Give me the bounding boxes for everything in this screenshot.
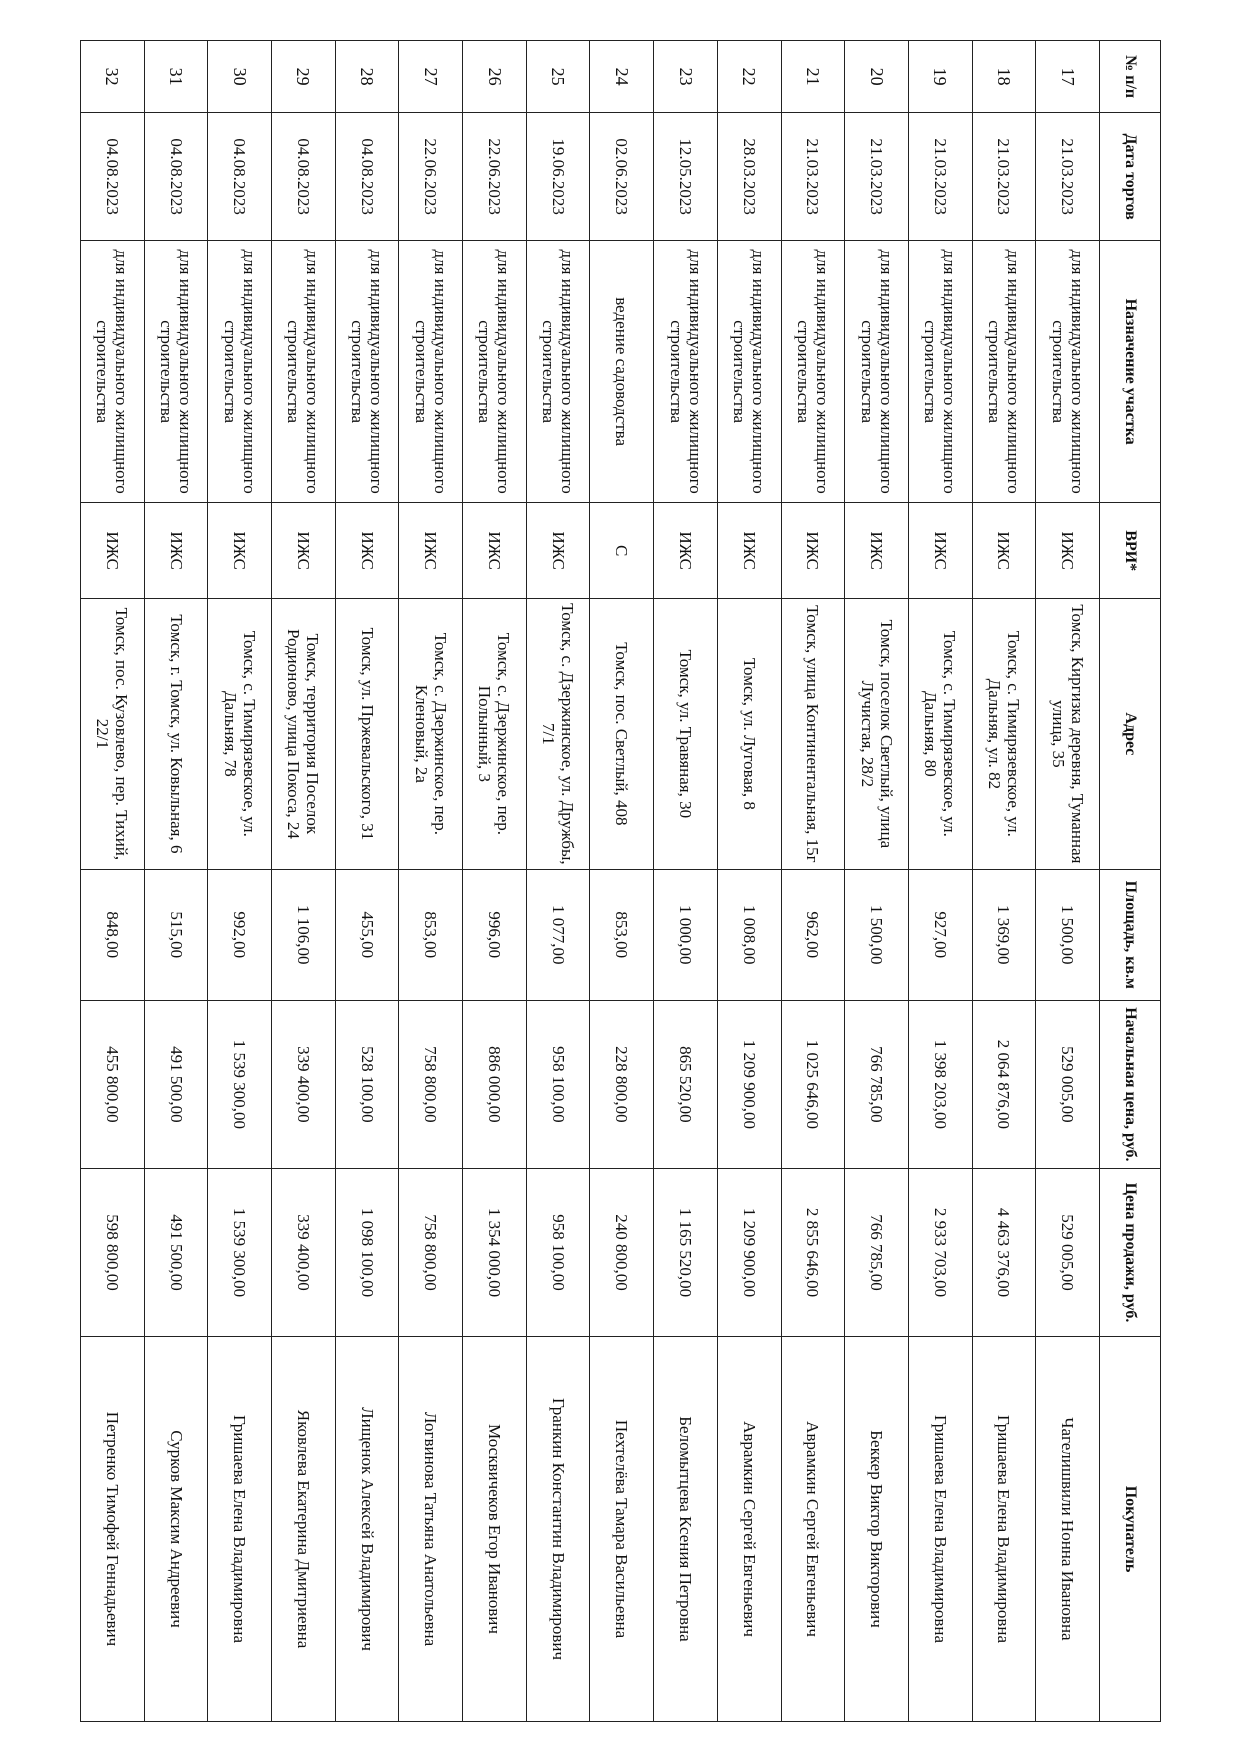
- plot-area: 1 500,00: [1036, 869, 1100, 1000]
- plot-purpose: для индивидуального жилищного строительства: [845, 241, 909, 503]
- table-row: [908, 41, 972, 1722]
- plot-area: 848,00: [81, 869, 145, 1000]
- table-row: [399, 41, 463, 1722]
- sale-price: 1 354 000,00: [463, 1168, 527, 1336]
- plot-address: Томск, с. Дзержинское, ул. Дружбы, 7/1: [526, 599, 590, 870]
- plot-area: 996,00: [463, 869, 527, 1000]
- plot-purpose: для индивидуального жилищного строительства: [526, 241, 590, 503]
- plot-area: 1 008,00: [717, 869, 781, 1000]
- vri-code: ИЖС: [335, 503, 399, 599]
- row-number: 26: [463, 41, 527, 113]
- plot-purpose: для индивидуального жилищного строительства: [1036, 241, 1100, 503]
- plot-address: Томск, Киргизка деревня, Туманная улица, 35: [1036, 599, 1100, 870]
- start-price: 455 800,00: [81, 1000, 145, 1168]
- plot-area: 853,00: [399, 869, 463, 1000]
- plot-area: 1 369,00: [972, 869, 1036, 1000]
- sale-price: 2 933 703,00: [908, 1168, 972, 1336]
- table-row: [81, 41, 145, 1722]
- buyer-name: Гришаева Елена Владимировна: [908, 1337, 972, 1722]
- buyer-name: Аврамкин Сергей Евгеньевич: [717, 1337, 781, 1722]
- table-row: [144, 41, 208, 1722]
- table-header-row: [1100, 41, 1161, 1722]
- buyer-name: Беккер Виктор Викторович: [845, 1337, 909, 1722]
- vri-code: ИЖС: [717, 503, 781, 599]
- table-row: [590, 41, 654, 1722]
- header-num: № п/п: [1100, 41, 1161, 113]
- row-number: 21: [781, 41, 845, 113]
- plot-area: 927,00: [908, 869, 972, 1000]
- plot-area: 1 000,00: [654, 869, 718, 1000]
- plot-area: 962,00: [781, 869, 845, 1000]
- start-price: 529 005,00: [1036, 1000, 1100, 1168]
- plot-address: Томск, с. Тимирязевское, ул. Дальняя, 78: [208, 599, 272, 870]
- table-body: [81, 41, 1100, 1722]
- plot-purpose: для индивидуального жилищного строительства: [399, 241, 463, 503]
- plot-address: Томск, территория Поселок Родионово, улица Покоса, 24: [272, 599, 336, 870]
- sale-price: 1 098 100,00: [335, 1168, 399, 1336]
- sale-price: 529 005,00: [1036, 1168, 1100, 1336]
- table-row: [463, 41, 527, 1722]
- row-number: 24: [590, 41, 654, 113]
- plot-address: Томск, с. Дзержинское, пер. Полынный, 3: [463, 599, 527, 870]
- start-price: 958 100,00: [526, 1000, 590, 1168]
- plot-address: Томск, пос. Светлый, 408: [590, 599, 654, 870]
- start-price: 228 800,00: [590, 1000, 654, 1168]
- vri-code: ИЖС: [781, 503, 845, 599]
- buyer-name: Гранкин Константин Владимирович: [526, 1337, 590, 1722]
- table-row: [717, 41, 781, 1722]
- row-number: 28: [335, 41, 399, 113]
- plot-area: 1 106,00: [272, 869, 336, 1000]
- plot-address: Томск, улица Континентальная, 15г: [781, 599, 845, 870]
- auction-date: 21.03.2023: [845, 113, 909, 241]
- auction-date: 22.06.2023: [399, 113, 463, 241]
- auction-date: 21.03.2023: [972, 113, 1036, 241]
- vri-code: ИЖС: [526, 503, 590, 599]
- auction-date: 04.08.2023: [81, 113, 145, 241]
- vri-code: ИЖС: [1036, 503, 1100, 599]
- plot-purpose: для индивидуального жилищного строительства: [972, 241, 1036, 503]
- header-purpose: Назначение участка: [1100, 241, 1161, 503]
- buyer-name: Беломытцева Ксения Петровна: [654, 1337, 718, 1722]
- buyer-name: Гришаева Елена Владимировна: [972, 1337, 1036, 1722]
- vri-code: ИЖС: [81, 503, 145, 599]
- vri-code: ИЖС: [972, 503, 1036, 599]
- table-row: [526, 41, 590, 1722]
- plot-area: 515,00: [144, 869, 208, 1000]
- row-number: 23: [654, 41, 718, 113]
- table-row: [845, 41, 909, 1722]
- vri-code: ИЖС: [208, 503, 272, 599]
- plot-purpose: ведение садоводства: [590, 241, 654, 503]
- plot-area: 992,00: [208, 869, 272, 1000]
- vri-code: ИЖС: [272, 503, 336, 599]
- sale-price: 240 800,00: [590, 1168, 654, 1336]
- plot-address: Томск, с. Тимирязевское, ул. Дальняя, ул. 82: [972, 599, 1036, 870]
- header-date: Дата торгов: [1100, 113, 1161, 241]
- header-sale-price: Цена продажи, руб.: [1100, 1168, 1161, 1336]
- plot-address: Томск, с. Дзержинское, пер. Кленовый, 2а: [399, 599, 463, 870]
- vri-code: ИЖС: [144, 503, 208, 599]
- buyer-name: Чагелишвили Нонна Ивановна: [1036, 1337, 1100, 1722]
- sale-price: 2 855 646,00: [781, 1168, 845, 1336]
- auction-date: 04.08.2023: [272, 113, 336, 241]
- start-price: 766 785,00: [845, 1000, 909, 1168]
- plot-purpose: для индивидуального жилищного строительства: [272, 241, 336, 503]
- sale-price: 339 400,00: [272, 1168, 336, 1336]
- buyer-name: Аврамкин Сергей Евгеньевич: [781, 1337, 845, 1722]
- auction-date: 04.08.2023: [144, 113, 208, 241]
- plot-purpose: для индивидуального жилищного строительства: [335, 241, 399, 503]
- row-number: 17: [1036, 41, 1100, 113]
- start-price: 528 100,00: [335, 1000, 399, 1168]
- buyer-name: Сурков Максим Андреевич: [144, 1337, 208, 1722]
- plot-address: Томск, поселок Светлый, улица Лучистая, 28/2: [845, 599, 909, 870]
- auction-date: 21.03.2023: [1036, 113, 1100, 241]
- table-row: [654, 41, 718, 1722]
- vri-code: ИЖС: [654, 503, 718, 599]
- auction-date: 21.03.2023: [781, 113, 845, 241]
- row-number: 30: [208, 41, 272, 113]
- auction-date: 28.03.2023: [717, 113, 781, 241]
- auction-date: 21.03.2023: [908, 113, 972, 241]
- sale-price: 1 539 300,00: [208, 1168, 272, 1336]
- auction-date: 02.06.2023: [590, 113, 654, 241]
- plot-address: Томск, с. Тимирязевское, ул. Дальняя, 80: [908, 599, 972, 870]
- vri-code: С: [590, 503, 654, 599]
- sale-price: 758 800,00: [399, 1168, 463, 1336]
- vri-code: ИЖС: [845, 503, 909, 599]
- vri-code: ИЖС: [463, 503, 527, 599]
- header-area: Площадь, кв.м: [1100, 869, 1161, 1000]
- buyer-name: Лищенок Алексей Владимирович: [335, 1337, 399, 1722]
- header-address: Адрес: [1100, 599, 1161, 870]
- table-row: [272, 41, 336, 1722]
- sale-price: 1 165 520,00: [654, 1168, 718, 1336]
- buyer-name: Гришаева Елена Владимировна: [208, 1337, 272, 1722]
- plot-area: 455,00: [335, 869, 399, 1000]
- plot-address: Томск, ул. Луговая, 8: [717, 599, 781, 870]
- sale-price: 4 463 376,00: [972, 1168, 1036, 1336]
- buyer-name: Яковлева Екатерина Дмитриевна: [272, 1337, 336, 1722]
- auction-date: 12.05.2023: [654, 113, 718, 241]
- table-row: [972, 41, 1036, 1722]
- buyer-name: Логвинова Татьяна Анатольевна: [399, 1337, 463, 1722]
- start-price: 1 025 646,00: [781, 1000, 845, 1168]
- plot-address: Томск, ул. Пржевальского, 31: [335, 599, 399, 870]
- sale-price: 598 800,00: [81, 1168, 145, 1336]
- plot-purpose: для индивидуального жилищного строительства: [781, 241, 845, 503]
- plot-address: Томск, г. Томск, ул. Ковыльная, 6: [144, 599, 208, 870]
- buyer-name: Москвичеков Егор Иванович: [463, 1337, 527, 1722]
- row-number: 27: [399, 41, 463, 113]
- row-number: 20: [845, 41, 909, 113]
- start-price: 339 400,00: [272, 1000, 336, 1168]
- table-row: [335, 41, 399, 1722]
- vri-code: ИЖС: [908, 503, 972, 599]
- auction-date: 19.06.2023: [526, 113, 590, 241]
- auction-date: 04.08.2023: [208, 113, 272, 241]
- start-price: 886 000,00: [463, 1000, 527, 1168]
- sale-price: 491 500,00: [144, 1168, 208, 1336]
- start-price: 758 800,00: [399, 1000, 463, 1168]
- header-vri: ВРИ*: [1100, 503, 1161, 599]
- start-price: 865 520,00: [654, 1000, 718, 1168]
- sale-price: 958 100,00: [526, 1168, 590, 1336]
- table-row: [1036, 41, 1100, 1722]
- row-number: 32: [81, 41, 145, 113]
- plot-purpose: для индивидуального жилищного строительства: [81, 241, 145, 503]
- plot-purpose: для индивидуального жилищного строительства: [144, 241, 208, 503]
- land-sales-table: [80, 40, 1161, 1722]
- row-number: 18: [972, 41, 1036, 113]
- row-number: 29: [272, 41, 336, 113]
- plot-purpose: для индивидуального жилищного строительства: [654, 241, 718, 503]
- sale-price: 1 209 900,00: [717, 1168, 781, 1336]
- start-price: 1 209 900,00: [717, 1000, 781, 1168]
- buyer-name: Пехтелёва Тамара Васильевна: [590, 1337, 654, 1722]
- start-price: 1 539 300,00: [208, 1000, 272, 1168]
- plot-purpose: для индивидуального жилищного строительства: [463, 241, 527, 503]
- plot-area: 1 500,00: [845, 869, 909, 1000]
- auction-date: 22.06.2023: [463, 113, 527, 241]
- vri-code: ИЖС: [399, 503, 463, 599]
- table-row: [208, 41, 272, 1722]
- plot-area: 853,00: [590, 869, 654, 1000]
- auction-date: 04.08.2023: [335, 113, 399, 241]
- plot-address: Томск, пос. Кузовлево, пер. Тихий, 22/1: [81, 599, 145, 870]
- row-number: 19: [908, 41, 972, 113]
- row-number: 22: [717, 41, 781, 113]
- row-number: 31: [144, 41, 208, 113]
- table-row: [781, 41, 845, 1722]
- start-price: 1 398 203,00: [908, 1000, 972, 1168]
- plot-purpose: для индивидуального жилищного строительства: [908, 241, 972, 503]
- plot-purpose: для индивидуального жилищного строительства: [208, 241, 272, 503]
- row-number: 25: [526, 41, 590, 113]
- start-price: 2 064 876,00: [972, 1000, 1036, 1168]
- plot-address: Томск, ул. Травяная, 30: [654, 599, 718, 870]
- header-start-price: Начальная цена, руб.: [1100, 1000, 1161, 1168]
- start-price: 491 500,00: [144, 1000, 208, 1168]
- plot-area: 1 077,00: [526, 869, 590, 1000]
- sale-price: 766 785,00: [845, 1168, 909, 1336]
- buyer-name: Петренко Тимофей Геннадьевич: [81, 1337, 145, 1722]
- header-buyer: Покупатель: [1100, 1337, 1161, 1722]
- plot-purpose: для индивидуального жилищного строительства: [717, 241, 781, 503]
